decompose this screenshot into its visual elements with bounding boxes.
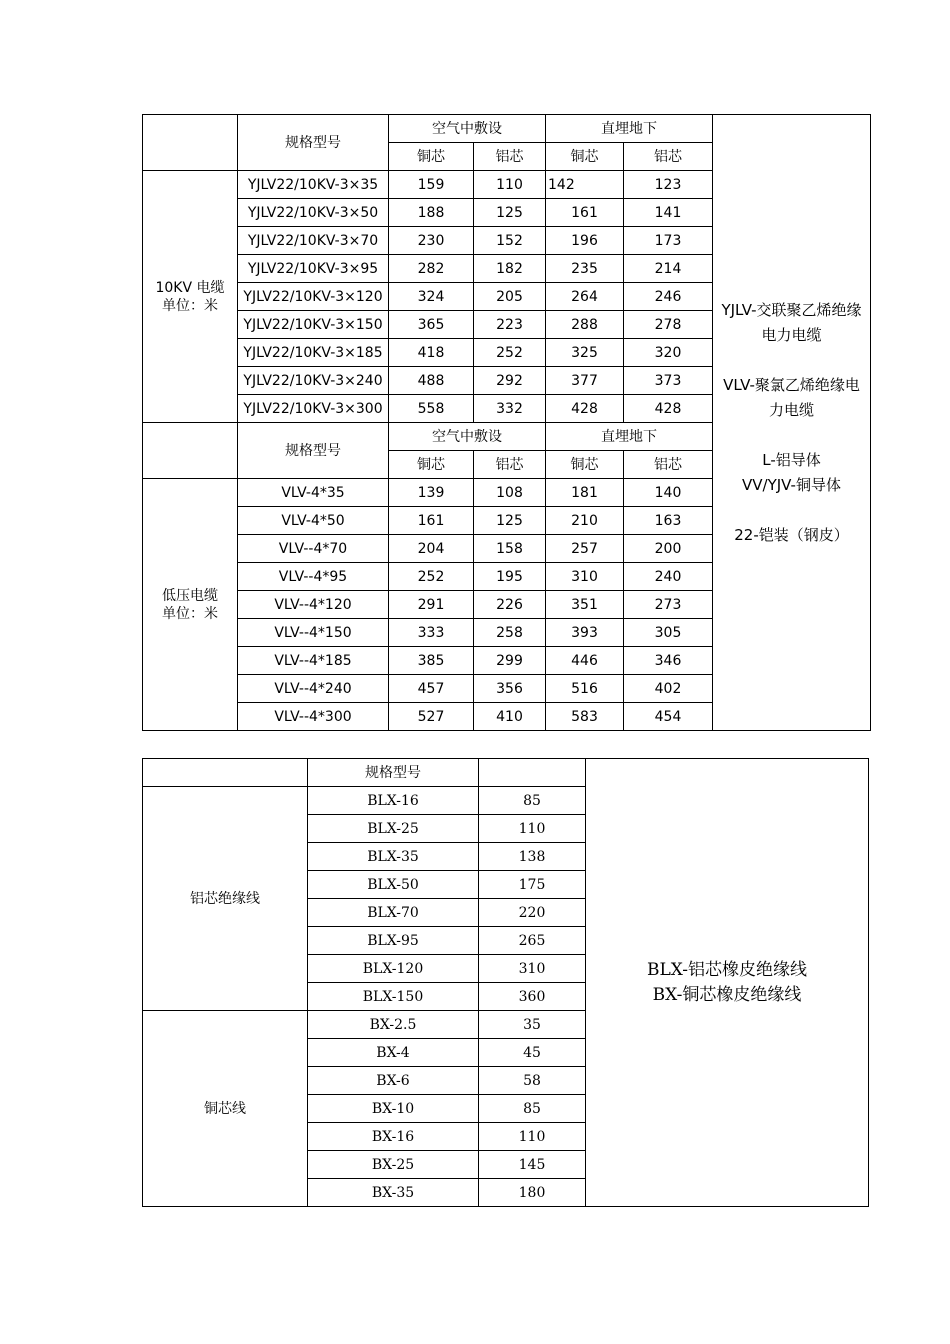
buried-copper-cell: 583: [546, 703, 624, 731]
model-cell: BLX-16: [308, 787, 479, 815]
group-10kv-line2: 单位：米: [162, 297, 218, 314]
buried-aluminum-cell: 454: [624, 703, 713, 731]
model-cell: VLV--4*150: [238, 619, 389, 647]
header-copper: 铜芯: [389, 143, 474, 171]
model-cell: BLX-70: [308, 899, 479, 927]
value-cell: 310: [479, 955, 586, 983]
air-aluminum-cell: 258: [474, 619, 546, 647]
air-copper-cell: 139: [389, 479, 474, 507]
air-aluminum-cell: 252: [474, 339, 546, 367]
air-copper-cell: 282: [389, 255, 474, 283]
model-cell: BLX-150: [308, 983, 479, 1011]
model-cell: BX-2.5: [308, 1011, 479, 1039]
header-copper: 铜芯: [546, 143, 624, 171]
air-aluminum-cell: 205: [474, 283, 546, 311]
model-cell: BLX-95: [308, 927, 479, 955]
model-cell: YJLV22/10KV-3×95: [238, 255, 389, 283]
air-aluminum-cell: 299: [474, 647, 546, 675]
air-copper-cell: 365: [389, 311, 474, 339]
header-copper: 铜芯: [389, 451, 474, 479]
buried-copper-cell: 288: [546, 311, 624, 339]
air-aluminum-cell: 152: [474, 227, 546, 255]
model-cell: VLV-4*50: [238, 507, 389, 535]
buried-copper-cell: 235: [546, 255, 624, 283]
buried-copper-cell: 516: [546, 675, 624, 703]
buried-copper-cell: 428: [546, 395, 624, 423]
air-aluminum-cell: 410: [474, 703, 546, 731]
air-aluminum-cell: 110: [474, 171, 546, 199]
note-22: 22-铠装（钢皮）: [734, 525, 849, 544]
buried-copper-cell: 325: [546, 339, 624, 367]
header-aluminum: 铝芯: [474, 143, 546, 171]
air-copper-cell: 188: [389, 199, 474, 227]
group-aluminum-wire: 铝芯绝缘线: [143, 787, 308, 1011]
model-cell: YJLV22/10KV-3×185: [238, 339, 389, 367]
air-copper-cell: 333: [389, 619, 474, 647]
buried-aluminum-cell: 246: [624, 283, 713, 311]
model-cell: BX-4: [308, 1039, 479, 1067]
value-cell: 175: [479, 871, 586, 899]
model-cell: VLV--4*70: [238, 535, 389, 563]
model-cell: YJLV22/10KV-3×70: [238, 227, 389, 255]
header-model: 规格型号: [238, 115, 389, 171]
model-cell: BLX-35: [308, 843, 479, 871]
buried-aluminum-cell: 320: [624, 339, 713, 367]
buried-aluminum-cell: 373: [624, 367, 713, 395]
group-lv-line1: 低压电缆: [162, 587, 218, 604]
model-cell: BLX-25: [308, 815, 479, 843]
value-cell: 145: [479, 1151, 586, 1179]
empty-header-cell: [143, 115, 238, 171]
air-aluminum-cell: 125: [474, 199, 546, 227]
note-bx: BX-铜芯橡皮绝缘线: [652, 984, 802, 1005]
notes-cell: [586, 759, 869, 1207]
model-cell: VLV--4*95: [238, 563, 389, 591]
group-lv: [143, 479, 238, 731]
model-cell: VLV--4*300: [238, 703, 389, 731]
air-aluminum-cell: 292: [474, 367, 546, 395]
air-copper-cell: 291: [389, 591, 474, 619]
header-row-1: [143, 115, 871, 143]
note-blx: BLX-铝芯橡皮绝缘线: [646, 959, 808, 980]
header-aluminum: 铝芯: [624, 451, 713, 479]
model-cell: YJLV22/10KV-3×240: [238, 367, 389, 395]
air-aluminum-cell: 158: [474, 535, 546, 563]
value-cell: 85: [479, 787, 586, 815]
air-copper-cell: 457: [389, 675, 474, 703]
buried-aluminum-cell: 141: [624, 199, 713, 227]
air-copper-cell: 252: [389, 563, 474, 591]
model-cell: YJLV22/10KV-3×300: [238, 395, 389, 423]
air-copper-cell: 385: [389, 647, 474, 675]
header-air: 空气中敷设: [389, 423, 546, 451]
model-cell: VLV--4*240: [238, 675, 389, 703]
cable-table: [142, 114, 871, 731]
value-cell: 360: [479, 983, 586, 1011]
header-aluminum: 铝芯: [624, 143, 713, 171]
empty-header-cell: [143, 423, 238, 479]
air-copper-cell: 418: [389, 339, 474, 367]
buried-copper-cell: 446: [546, 647, 624, 675]
buried-aluminum-cell: 123: [624, 171, 713, 199]
model-cell: BX-25: [308, 1151, 479, 1179]
model-cell: VLV--4*185: [238, 647, 389, 675]
buried-aluminum-cell: 200: [624, 535, 713, 563]
air-copper-cell: 161: [389, 507, 474, 535]
model-cell: BLX-50: [308, 871, 479, 899]
model-cell: VLV--4*120: [238, 591, 389, 619]
buried-copper-cell: 377: [546, 367, 624, 395]
value-cell: 58: [479, 1067, 586, 1095]
model-cell: BX-35: [308, 1179, 479, 1207]
group-10kv: [143, 171, 238, 423]
air-copper-cell: 324: [389, 283, 474, 311]
buried-copper-cell: 181: [546, 479, 624, 507]
header-air: 空气中敷设: [389, 115, 546, 143]
buried-aluminum-cell: 305: [624, 619, 713, 647]
buried-aluminum-cell: 214: [624, 255, 713, 283]
model-cell: YJLV22/10KV-3×150: [238, 311, 389, 339]
air-aluminum-cell: 195: [474, 563, 546, 591]
air-copper-cell: 159: [389, 171, 474, 199]
buried-aluminum-cell: 173: [624, 227, 713, 255]
buried-aluminum-cell: 163: [624, 507, 713, 535]
wire-table: [142, 758, 869, 1207]
value-cell: 110: [479, 1123, 586, 1151]
air-copper-cell: 558: [389, 395, 474, 423]
air-copper-cell: 488: [389, 367, 474, 395]
buried-aluminum-cell: 402: [624, 675, 713, 703]
buried-aluminum-cell: 278: [624, 311, 713, 339]
notes-cell: [713, 115, 871, 731]
header-model: 规格型号: [308, 759, 479, 787]
model-cell: BX-6: [308, 1067, 479, 1095]
buried-aluminum-cell: 346: [624, 647, 713, 675]
note-yjlv-1: YJLV-交联聚乙烯绝缘: [721, 300, 862, 319]
model-cell: VLV-4*35: [238, 479, 389, 507]
note-yjlv-2: 电力电缆: [761, 325, 822, 344]
buried-aluminum-cell: 240: [624, 563, 713, 591]
buried-copper-cell: 264: [546, 283, 624, 311]
empty-header-cell: [143, 759, 308, 787]
value-cell: 265: [479, 927, 586, 955]
model-cell: BLX-120: [308, 955, 479, 983]
air-aluminum-cell: 226: [474, 591, 546, 619]
value-cell: 180: [479, 1179, 586, 1207]
note-vlv-2: 力电缆: [768, 400, 814, 419]
buried-copper-cell: 351: [546, 591, 624, 619]
header-row: [143, 759, 869, 787]
air-copper-cell: 527: [389, 703, 474, 731]
air-aluminum-cell: 332: [474, 395, 546, 423]
note-vlv-1: VLV-聚氯乙烯绝缘电: [723, 375, 860, 394]
buried-copper-cell: 310: [546, 563, 624, 591]
buried-aluminum-cell: 140: [624, 479, 713, 507]
value-cell: 220: [479, 899, 586, 927]
air-aluminum-cell: 125: [474, 507, 546, 535]
header-buried: 直埋地下: [546, 423, 713, 451]
air-aluminum-cell: 108: [474, 479, 546, 507]
air-copper-cell: 204: [389, 535, 474, 563]
model-cell: YJLV22/10KV-3×120: [238, 283, 389, 311]
air-aluminum-cell: 223: [474, 311, 546, 339]
value-cell: 110: [479, 815, 586, 843]
value-cell: 138: [479, 843, 586, 871]
note-vv: VV/YJV-铜导体: [742, 475, 841, 494]
model-cell: BX-16: [308, 1123, 479, 1151]
value-cell: 45: [479, 1039, 586, 1067]
group-lv-line2: 单位：米: [162, 605, 218, 622]
air-copper-cell: 230: [389, 227, 474, 255]
buried-copper-cell: 393: [546, 619, 624, 647]
model-cell: BX-10: [308, 1095, 479, 1123]
model-cell: YJLV22/10KV-3×35: [238, 171, 389, 199]
note-l: L-铝导体: [762, 450, 821, 469]
group-copper-wire: 铜芯线: [143, 1011, 308, 1207]
header-aluminum: 铝芯: [474, 451, 546, 479]
buried-aluminum-cell: 273: [624, 591, 713, 619]
group-10kv-line1: 10KV 电缆: [155, 279, 225, 296]
buried-aluminum-cell: 428: [624, 395, 713, 423]
air-aluminum-cell: 356: [474, 675, 546, 703]
buried-copper-cell: 161: [546, 199, 624, 227]
buried-copper-cell: 142: [546, 171, 624, 199]
header-model: 规格型号: [238, 423, 389, 479]
buried-copper-cell: 196: [546, 227, 624, 255]
air-aluminum-cell: 182: [474, 255, 546, 283]
value-cell: 35: [479, 1011, 586, 1039]
value-cell: 85: [479, 1095, 586, 1123]
model-cell: YJLV22/10KV-3×50: [238, 199, 389, 227]
header-copper: 铜芯: [546, 451, 624, 479]
empty-header-cell: [479, 759, 586, 787]
buried-copper-cell: 257: [546, 535, 624, 563]
buried-copper-cell: 210: [546, 507, 624, 535]
header-buried: 直埋地下: [546, 115, 713, 143]
